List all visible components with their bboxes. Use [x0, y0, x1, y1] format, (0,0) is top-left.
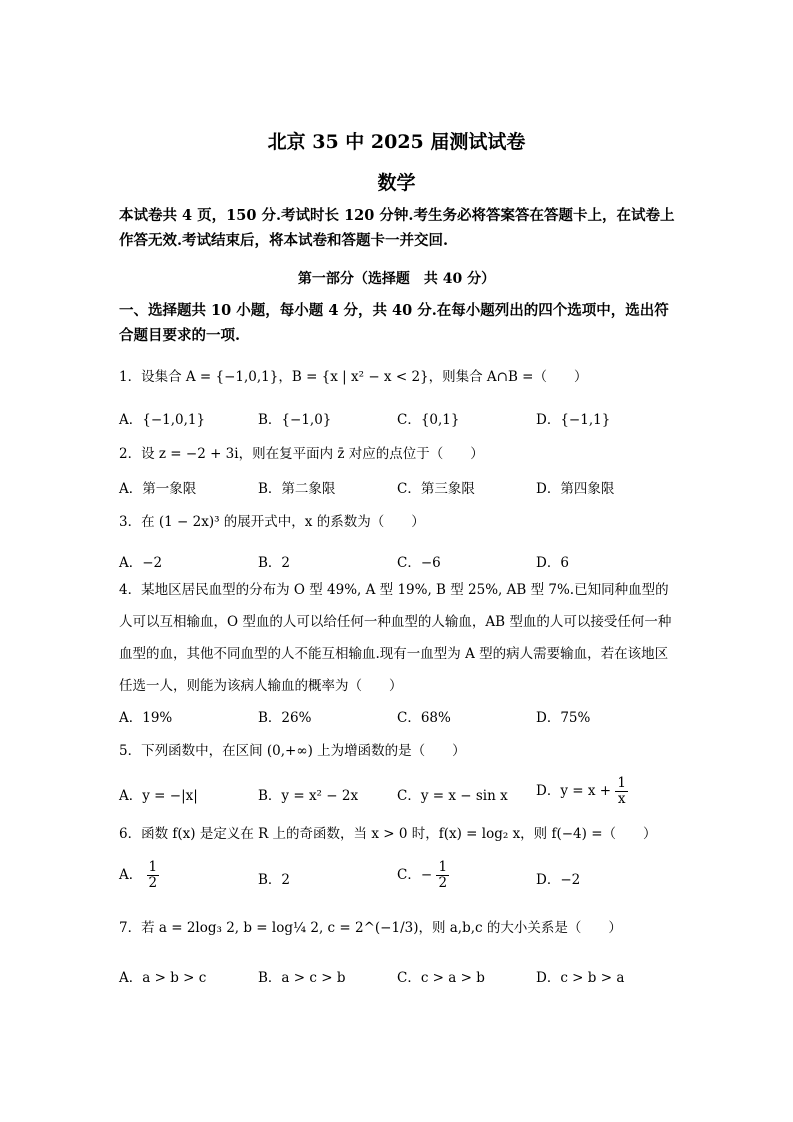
fraction-denominator: 2 [148, 875, 158, 891]
question-2-option-a[interactable]: A．第一象限 [119, 481, 197, 497]
question-4-stem: 4．某地区居民血型的分布为 O 型 49%, A 型 19%, B 型 25%, AB 型 7%.已知同种血型的人可以互相输血，O 型血的人可以给任何一种血型的人输血，AB 型血的人可以接受任何一种血型的血，其他不同血型的人不能互相输血.现有一血型为 A 型的病人需要输血，若在该地区任选一人，则能为该病人输血的概率为（ ） [119, 582, 672, 694]
part-one-heading: 第一部分（选择题 共 40 分） [297, 271, 496, 287]
question-5-option-c[interactable]: C．y = x − sin x [397, 788, 508, 804]
question-4-options [119, 706, 679, 728]
question-2-stem: 2．设 z = −2 + 3i，则在复平面内 z̄ 对应的点位于（ ） [119, 446, 484, 462]
question-4-option-c[interactable]: C．68% [397, 710, 451, 726]
subject-title: 数学 [377, 172, 416, 194]
question-1-stem: 1．设集合 A = {−1,0,1}，B = {x | x² − x < 2}，则集合 A∩B =（ ） [119, 369, 588, 385]
question-1-options [119, 408, 679, 430]
fraction-denominator: x [617, 791, 626, 807]
question-7-option-d[interactable]: D．c > b > a [536, 970, 625, 986]
question-5-options [119, 775, 679, 807]
question-6-option-b[interactable]: B．2 [258, 872, 291, 888]
fraction-numerator: 1 [148, 859, 158, 875]
exam-instructions: 本试卷共 4 页，150 分.考试时长 120 分钟.考生务必将答案答在答题卡上，在试卷上作答无效.考试结束后，将本试卷和答题卡一并交回. [119, 207, 675, 249]
fraction-numerator: 1 [617, 775, 626, 791]
question-3-option-c[interactable]: C．−6 [397, 555, 441, 571]
question-1-option-c[interactable]: C．{0,1} [397, 412, 460, 428]
question-7-option-b[interactable]: B．a > c > b [258, 970, 346, 986]
question-6-stem: 6．函数 f(x) 是定义在 R 上的奇函数，当 x > 0 时，f(x) = log₂ x，则 f(−4) =（ ） [119, 826, 657, 842]
fraction-numerator: 1 [438, 859, 448, 875]
question-3-stem: 3．在 (1 − 2x)³ 的展开式中，x 的系数为（ ） [119, 514, 425, 530]
question-6-option-a-fraction [147, 860, 160, 891]
question-1-option-d[interactable]: D．{−1,1} [536, 412, 611, 428]
question-3-option-b[interactable]: B．2 [258, 555, 291, 571]
question-6-option-a[interactable] [119, 860, 159, 891]
question-6-option-d[interactable]: D．−2 [536, 872, 581, 888]
question-2-option-d[interactable]: D．第四象限 [536, 481, 615, 497]
question-2-option-c[interactable]: C．第三象限 [397, 481, 475, 497]
question-2-option-b[interactable]: B．第二象限 [258, 481, 336, 497]
question-5-option-d-text: D．y = x + [536, 783, 612, 799]
question-7-options [119, 966, 679, 988]
question-6-options [119, 859, 679, 891]
question-4-option-b[interactable]: B．26% [258, 710, 312, 726]
question-4-option-a[interactable]: A．19% [119, 710, 173, 726]
question-5-option-b[interactable]: B．y = x² − 2x [258, 788, 359, 804]
question-7-stem: 7．若 a = 2log₃ 2, b = log¼ 2, c = 2^(−1/3)，则 a,b,c 的大小关系是（ ） [119, 920, 622, 936]
question-5-option-d[interactable] [536, 776, 628, 807]
question-6-option-a-text: A． [119, 867, 143, 883]
fraction-denominator: 2 [438, 875, 448, 891]
question-3-option-a[interactable]: A．−2 [119, 555, 163, 571]
question-3-option-d[interactable]: D．6 [536, 555, 569, 571]
question-5-option-a[interactable]: A．y = −|x| [119, 788, 198, 804]
exam-title: 北京 35 中 2025 届测试试卷 [267, 131, 526, 153]
question-1-option-a[interactable]: A．{−1,0,1} [119, 412, 206, 428]
question-5-stem: 5．下列函数中，在区间 (0,+∞) 上为增函数的是（ ） [119, 743, 466, 759]
question-3-options [119, 551, 679, 573]
question-5-option-d-fraction [615, 776, 628, 807]
question-7-option-c[interactable]: C．c > a > b [397, 970, 485, 986]
question-7-option-a[interactable]: A．a > b > c [119, 970, 207, 986]
question-2-options [119, 477, 679, 499]
section-instruction: 一、选择题共 10 小题，每小题 4 分，共 40 分.在每小题列出的四个选项中，选出符合题目要求的一项. [119, 302, 669, 344]
question-1-option-b[interactable]: B．{−1,0} [258, 412, 332, 428]
question-6-option-c[interactable] [397, 860, 449, 891]
question-6-option-c-text: C．− [397, 867, 433, 883]
question-6-option-c-fraction [436, 860, 449, 891]
question-4-option-d[interactable]: D．75% [536, 710, 591, 726]
